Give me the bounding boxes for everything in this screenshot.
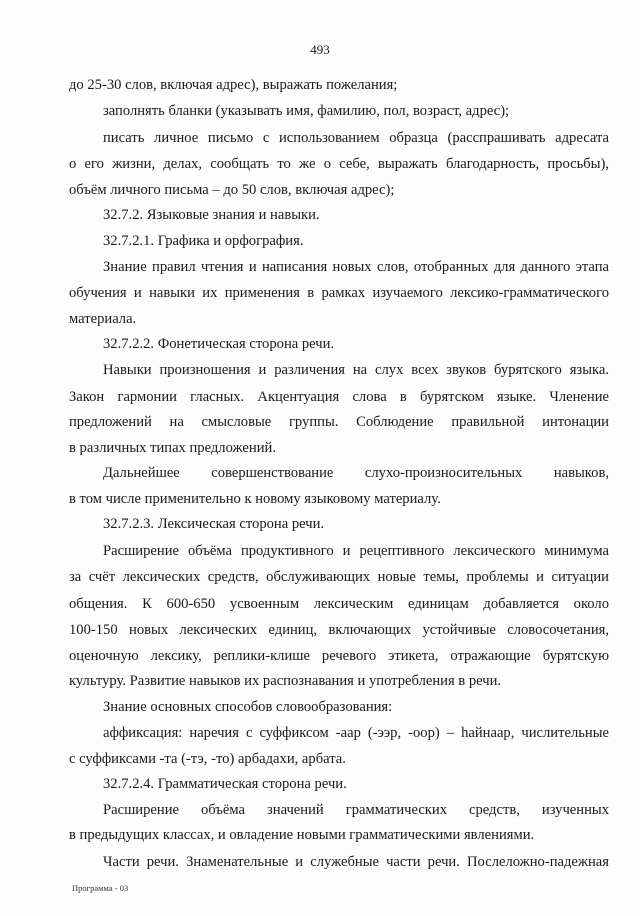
page-footer: Программа - 03	[72, 883, 129, 893]
text-line: Навыки произношения и различения на слух всех звуков бурятского языка.	[103, 362, 609, 378]
page-number: 493	[310, 42, 330, 57]
section-heading: 32.7.2.3. Лексическая сторона речи.	[103, 516, 325, 532]
text-line: предложений на смысловые группы. Соблюдение правильной интонации	[69, 414, 609, 430]
text-line: культуру. Развитие навыков их распознавания и употребления в речи.	[69, 673, 502, 689]
text-line: общения. К 600-650 усвоенным лексическим единицам добавляется около	[69, 596, 609, 612]
section-heading: 32.7.2.2. Фонетическая сторона речи.	[103, 336, 335, 352]
section-heading: 32.7.2. Языковые знания и навыки.	[103, 207, 320, 223]
text-line: Расширение объёма продуктивного и рецептивного лексического минимума	[103, 543, 609, 559]
text-line: обучения и навыки их применения в рамках изучаемого лексико-грамматического	[69, 285, 609, 301]
text-line: материала.	[69, 311, 137, 327]
text-line: оценочную лексику, реплики-клише речевого этикета, отражающие бурятскую	[69, 648, 609, 664]
text-line: о его жизни, делах, сообщать то же о себе, выражать благодарность, просьбы),	[69, 156, 609, 172]
text-line: Части речи. Знаменательные и служебные части речи. Послеложно-падежная	[103, 854, 609, 870]
text-line: в предыдущих классах, и овладение новыми грамматическими явлениями.	[69, 827, 535, 843]
text-line: заполнять бланки (указывать имя, фамилию, пол, возраст, адрес);	[103, 103, 510, 119]
section-heading: 32.7.2.1. Графика и орфография.	[103, 233, 304, 249]
text-line: Знание основных способов словообразования:	[103, 699, 393, 715]
text-line: аффиксация: наречия с суффиксом -аар (-ээр, -оор) – һайнаар, числительные	[103, 725, 609, 741]
text-line: Дальнейшее совершенствование слухо-произносительных навыков,	[103, 465, 609, 481]
text-line: 100-150 новых лексических единиц, включающих устойчивые словосочетания,	[69, 622, 609, 638]
text-line: писать личное письмо с использованием образца (расспрашивать адресата	[103, 130, 609, 146]
text-line: Расширение объёма значений грамматических средств, изученных	[103, 802, 609, 818]
text-line: до 25-30 слов, включая адрес), выражать пожелания;	[69, 77, 398, 93]
text-line: в различных типах предложений.	[69, 440, 276, 456]
text-line: Закон гармонии гласных. Акцентуация слова в бурятском языке. Членение	[69, 389, 609, 405]
text-line: за счёт лексических средств, обслуживающих новые темы, проблемы и ситуации	[69, 569, 609, 585]
text-line: объём личного письма – до 50 слов, включая адрес);	[69, 182, 395, 198]
text-line: в том числе применительно к новому языковому материалу.	[69, 491, 441, 507]
text-line: с суффиксами -та (-тэ, -то) арбадахи, арбата.	[69, 751, 346, 767]
text-line: Знание правил чтения и написания новых слов, отобранных для данного этапа	[103, 259, 609, 275]
section-heading: 32.7.2.4. Грамматическая сторона речи.	[103, 776, 347, 792]
